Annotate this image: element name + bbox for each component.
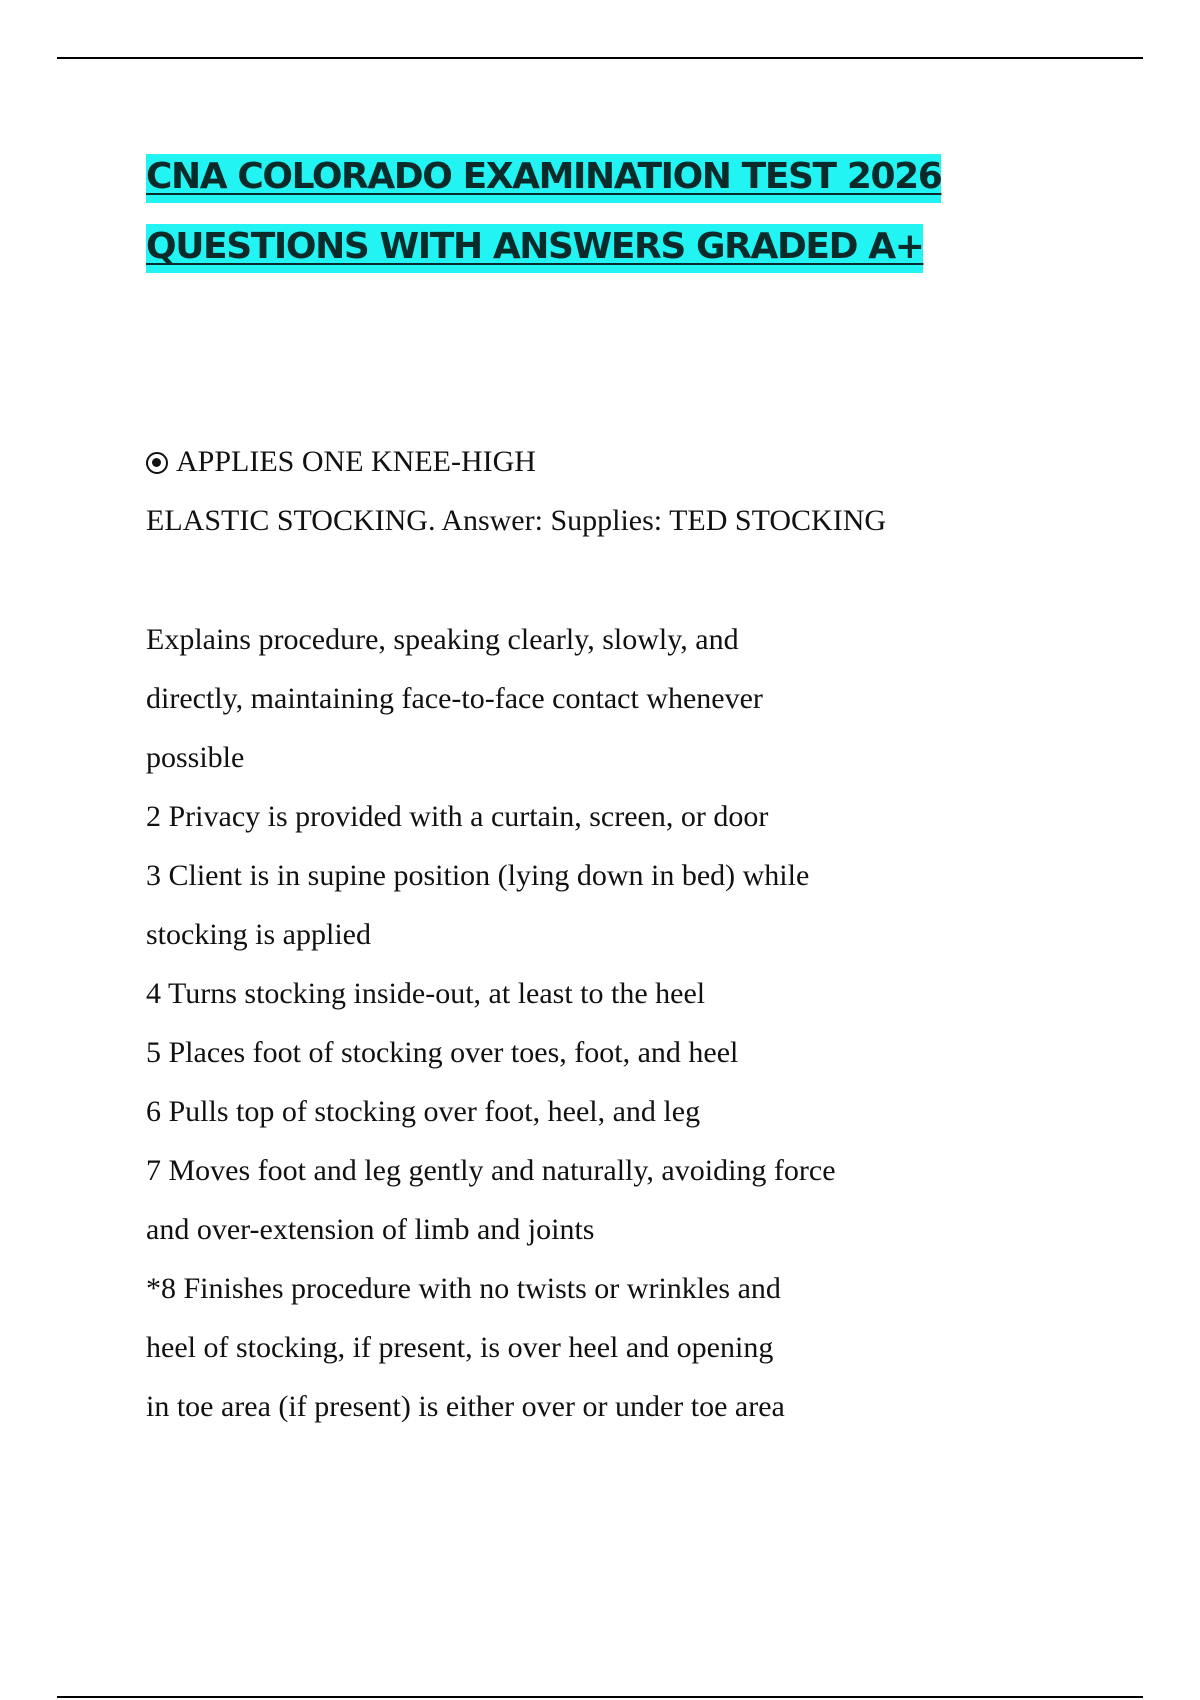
title-line-2: QUESTIONS WITH ANSWERS GRADED A+ [146, 224, 923, 273]
answer-line: stocking is applied [146, 918, 371, 951]
question-line-1 [146, 432, 1106, 491]
answer-line: 3 Client is in supine position (lying down in bed) while [146, 859, 810, 892]
answer-line: 7 Moves foot and leg gently and naturally, avoiding force [146, 1154, 836, 1187]
radio-bullet-icon [146, 452, 168, 474]
answer-line: 5 Places foot of stocking over toes, foot, and heel [146, 1036, 739, 1069]
document-body [146, 432, 1106, 1436]
answer-line: 6 Pulls top of stocking over foot, heel, and leg [146, 1095, 701, 1128]
bottom-rule [57, 1696, 1143, 1698]
question-line-2: ELASTIC STOCKING. Answer: Supplies: TED STOCKING [146, 504, 887, 537]
answer-line: and over-extension of limb and joints [146, 1213, 595, 1246]
spacer [146, 550, 1106, 610]
title-line-1: CNA COLORADO EXAMINATION TEST 2026 [146, 154, 941, 203]
document-title [146, 142, 1066, 282]
answer-line: *8 Finishes procedure with no twists or wrinkles and [146, 1272, 781, 1305]
answer-line: 4 Turns stocking inside-out, at least to the heel [146, 977, 706, 1010]
answer-line: possible [146, 741, 245, 774]
answer-line: directly, maintaining face-to-face contact whenever [146, 682, 763, 715]
question-text-1: APPLIES ONE KNEE-HIGH [176, 445, 536, 478]
answer-line: Explains procedure, speaking clearly, slowly, and [146, 623, 739, 656]
answer-line: heel of stocking, if present, is over heel and opening [146, 1331, 774, 1364]
answer-line: 2 Privacy is provided with a curtain, screen, or door [146, 800, 769, 833]
top-rule [57, 57, 1143, 59]
answer-line: in toe area (if present) is either over or under toe area [146, 1390, 785, 1423]
